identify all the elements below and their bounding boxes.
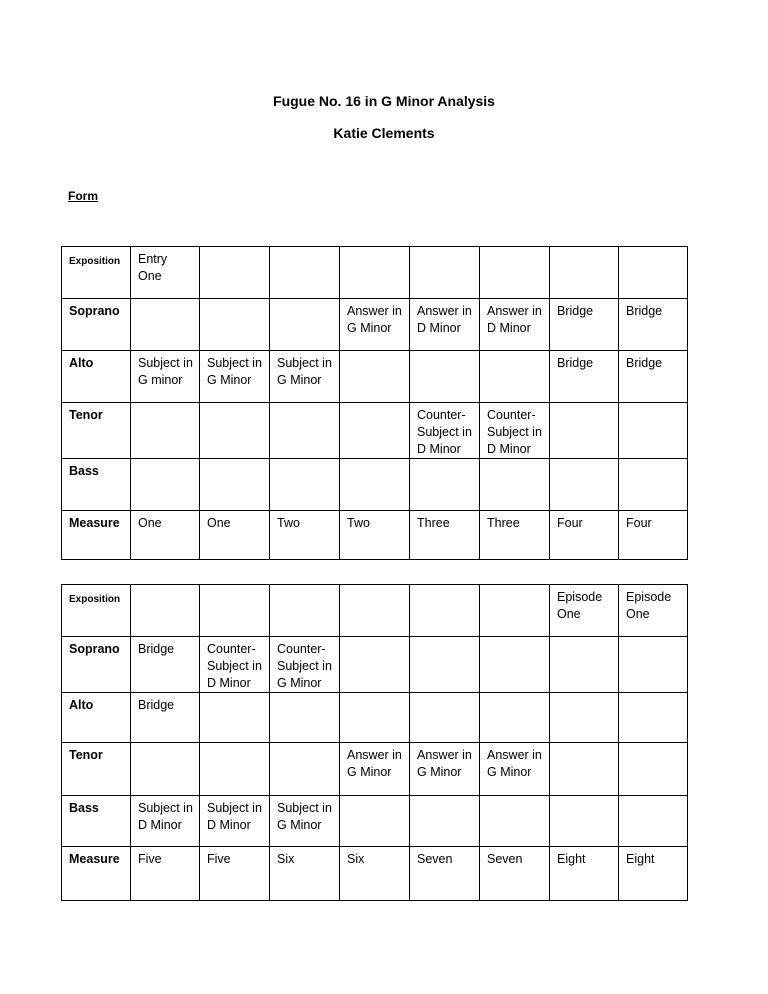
- table-cell: [480, 247, 550, 299]
- table-row: [62, 511, 688, 560]
- table-cell: [480, 351, 550, 403]
- row-label: Alto: [62, 693, 131, 743]
- table-row: [62, 743, 688, 796]
- table-cell: Subject in G Minor: [200, 351, 270, 403]
- table-cell: [131, 299, 200, 351]
- table-cell: Subject in D Minor: [200, 796, 270, 847]
- table-cell: Bridge: [131, 693, 200, 743]
- table-cell: [200, 459, 270, 511]
- table-cell: Four: [550, 511, 619, 560]
- table-row: [62, 847, 688, 901]
- row-label: Tenor: [62, 403, 131, 459]
- table-cell: Five: [131, 847, 200, 901]
- table-cell: [340, 403, 410, 459]
- table-cell: [270, 299, 340, 351]
- table-cell: [270, 585, 340, 637]
- table-cell: [340, 693, 410, 743]
- table-cell: Counter-Subject in D Minor: [410, 403, 480, 459]
- table-cell: [410, 351, 480, 403]
- table-cell: Three: [410, 511, 480, 560]
- table-cell: [480, 796, 550, 847]
- row-label: Tenor: [62, 743, 131, 796]
- table-cell: Answer in G Minor: [340, 299, 410, 351]
- table-cell: Four: [619, 511, 688, 560]
- table-cell: [550, 247, 619, 299]
- row-label: Bass: [62, 459, 131, 511]
- table-cell: [200, 403, 270, 459]
- table-cell: [270, 247, 340, 299]
- table-cell: One: [131, 511, 200, 560]
- table-cell: [619, 459, 688, 511]
- table-cell: [550, 796, 619, 847]
- table-cell: [340, 585, 410, 637]
- table-row: [62, 585, 688, 637]
- row-label: Soprano: [62, 299, 131, 351]
- row-label: Exposition: [62, 585, 131, 637]
- table-cell: Subject in G minor: [131, 351, 200, 403]
- row-label: Exposition: [62, 247, 131, 299]
- table-cell: [200, 585, 270, 637]
- table-cell: Counter-Subject in G Minor: [270, 637, 340, 693]
- table-row: [62, 637, 688, 693]
- table-cell: [410, 693, 480, 743]
- table-cell: [550, 637, 619, 693]
- table-cell: [270, 743, 340, 796]
- table-cell: [131, 585, 200, 637]
- form-table-one: [61, 246, 688, 560]
- row-label: Bass: [62, 796, 131, 847]
- form-table-two: [61, 584, 688, 901]
- table-cell: [619, 247, 688, 299]
- table-cell: [410, 637, 480, 693]
- table-cell: Episode One: [619, 585, 688, 637]
- table-cell: Six: [340, 847, 410, 901]
- table-cell: [131, 459, 200, 511]
- table-cell: Eight: [550, 847, 619, 901]
- table-cell: [410, 459, 480, 511]
- table-cell: Subject in G Minor: [270, 351, 340, 403]
- table-cell: Answer in D Minor: [410, 299, 480, 351]
- table-cell: Subject in D Minor: [131, 796, 200, 847]
- table-cell: Bridge: [131, 637, 200, 693]
- table-cell: Episode One: [550, 585, 619, 637]
- table-cell: [480, 585, 550, 637]
- table-cell: [619, 637, 688, 693]
- table-cell: One: [200, 511, 270, 560]
- table-cell: Eight: [619, 847, 688, 901]
- table-cell: [550, 459, 619, 511]
- table-cell: Bridge: [619, 299, 688, 351]
- table-cell: Answer in D Minor: [480, 299, 550, 351]
- table-row: [62, 299, 688, 351]
- table-cell: [550, 693, 619, 743]
- table-cell: [340, 637, 410, 693]
- table-cell: [340, 459, 410, 511]
- table-row: [62, 403, 688, 459]
- table-cell: [270, 403, 340, 459]
- table-cell: [619, 743, 688, 796]
- table-cell: Seven: [410, 847, 480, 901]
- document-author: Katie Clements: [333, 125, 435, 141]
- table-cell: Three: [480, 511, 550, 560]
- table-cell: [480, 459, 550, 511]
- table-cell: [550, 743, 619, 796]
- table-row: [62, 351, 688, 403]
- table-cell: [200, 743, 270, 796]
- table-cell: [410, 247, 480, 299]
- table-cell: [410, 796, 480, 847]
- table-cell: [619, 693, 688, 743]
- table-cell: [480, 637, 550, 693]
- table-cell: Bridge: [550, 299, 619, 351]
- table-cell: [340, 247, 410, 299]
- table-cell: Answer in G Minor: [340, 743, 410, 796]
- table-cell: [270, 459, 340, 511]
- table-cell: [340, 796, 410, 847]
- table-row: [62, 459, 688, 511]
- table-cell: Answer in G Minor: [410, 743, 480, 796]
- table-cell: [480, 693, 550, 743]
- table-cell: Two: [270, 511, 340, 560]
- table-cell: [200, 693, 270, 743]
- table-cell: [270, 693, 340, 743]
- table-cell: [131, 743, 200, 796]
- document-title: Fugue No. 16 in G Minor Analysis: [273, 93, 495, 109]
- table-cell: Seven: [480, 847, 550, 901]
- table-cell: Two: [340, 511, 410, 560]
- row-label: Soprano: [62, 637, 131, 693]
- table-cell: [619, 796, 688, 847]
- table-cell: Subject in G Minor: [270, 796, 340, 847]
- table-cell: Counter-Subject in D Minor: [480, 403, 550, 459]
- table-cell: Counter-Subject in D Minor: [200, 637, 270, 693]
- table-cell: Bridge: [619, 351, 688, 403]
- table-cell: [619, 403, 688, 459]
- row-label: Measure: [62, 847, 131, 901]
- table-cell: [340, 351, 410, 403]
- table-cell: [200, 247, 270, 299]
- table-cell: Five: [200, 847, 270, 901]
- row-label: Alto: [62, 351, 131, 403]
- table-row: [62, 796, 688, 847]
- table-cell: [410, 585, 480, 637]
- row-label: Measure: [62, 511, 131, 560]
- table-cell: Bridge: [550, 351, 619, 403]
- table-cell: Six: [270, 847, 340, 901]
- table-cell: Answer in G Minor: [480, 743, 550, 796]
- section-heading-form: Form: [68, 189, 98, 203]
- table-cell: Entry One: [131, 247, 200, 299]
- table-cell: [200, 299, 270, 351]
- table-cell: [550, 403, 619, 459]
- table-row: [62, 247, 688, 299]
- table-row: [62, 693, 688, 743]
- table-cell: [131, 403, 200, 459]
